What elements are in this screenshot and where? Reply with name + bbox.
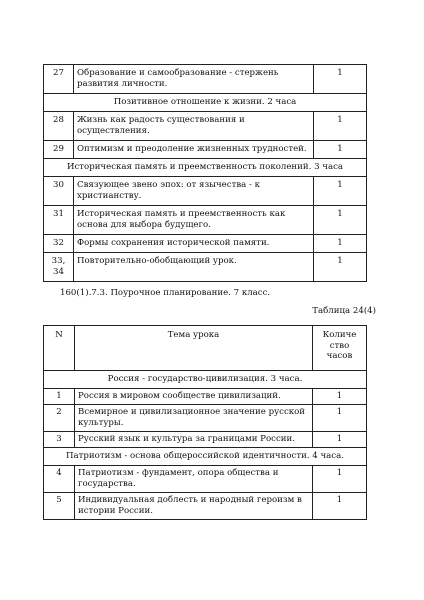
header-hours: Количе ство часов — [313, 326, 367, 371]
lesson-topic: Россия в мировом сообществе цивилизаций. — [75, 389, 313, 405]
lesson-hours: 1 — [313, 493, 367, 520]
lesson-topic: Образование и самообразование - стержень развития личности. — [74, 65, 314, 94]
section-caption: 160(1).7.3. Поурочное планирование. 7 класс. — [60, 288, 271, 298]
lesson-hours: 1 — [313, 432, 367, 448]
lesson-number: 4 — [44, 466, 75, 493]
lesson-topic: Связующее звено эпох: от язычества - к христианству. — [74, 177, 314, 206]
lesson-hours: 1 — [314, 141, 367, 159]
lesson-hours: 1 — [314, 206, 367, 235]
section-title: Россия - государство-цивилизация. 3 часа. — [44, 371, 367, 389]
table-row — [44, 141, 367, 159]
lesson-hours: 1 — [313, 466, 367, 493]
lesson-hours: 1 — [314, 65, 367, 94]
lesson-number: 2 — [44, 405, 75, 432]
table-number: Таблица 24(4) — [312, 306, 376, 316]
lesson-number: 31 — [44, 206, 74, 235]
lesson-topic: Формы сохранения исторической памяти. — [74, 235, 314, 253]
table-row — [44, 206, 367, 235]
header-num: N — [44, 326, 75, 371]
section-title: Позитивное отношение к жизни. 2 часа — [44, 94, 367, 112]
table-row — [44, 432, 367, 448]
lesson-number: 1 — [44, 389, 75, 405]
lesson-hours: 1 — [314, 235, 367, 253]
lesson-topic: Патриотизм - фундамент, опора общества и государства. — [75, 466, 313, 493]
lesson-number: 28 — [44, 112, 74, 141]
table-row — [44, 112, 367, 141]
lesson-hours: 1 — [313, 389, 367, 405]
table-row — [44, 405, 367, 432]
lesson-number: 5 — [44, 493, 75, 520]
section-row — [44, 448, 367, 466]
lesson-topic: Оптимизм и преодоление жизненных трудностей. — [74, 141, 314, 159]
section-title: Историческая память и преемственность поколений. 3 часа — [44, 159, 367, 177]
lesson-hours: 1 — [314, 253, 367, 282]
lesson-hours: 1 — [313, 405, 367, 432]
section-row — [44, 94, 367, 112]
lesson-table-continued — [43, 64, 367, 282]
table-row — [44, 235, 367, 253]
lesson-number: 30 — [44, 177, 74, 206]
lesson-topic: Жизнь как радость существования и осуществления. — [74, 112, 314, 141]
lesson-topic: Повторительно-обобщающий урок. — [74, 253, 314, 282]
lesson-topic: Всемирное и цивилизационное значение русской культуры. — [75, 405, 313, 432]
table-row — [44, 65, 367, 94]
lesson-number: 29 — [44, 141, 74, 159]
lesson-number: 32 — [44, 235, 74, 253]
lesson-hours: 1 — [314, 177, 367, 206]
section-row — [44, 159, 367, 177]
lesson-topic: Русский язык и культура за границами России. — [75, 432, 313, 448]
lesson-topic: Индивидуальная доблесть и народный героизм в истории России. — [75, 493, 313, 520]
table-row — [44, 493, 367, 520]
table-row — [44, 253, 367, 282]
table-row — [44, 389, 367, 405]
table-row — [44, 177, 367, 206]
lesson-number: 33, 34 — [44, 253, 74, 282]
header-topic: Тема урока — [75, 326, 313, 371]
table-header-row — [44, 326, 367, 371]
section-title: Патриотизм - основа общероссийской идентичности. 4 часа. — [44, 448, 367, 466]
lesson-number: 27 — [44, 65, 74, 94]
lesson-number: 3 — [44, 432, 75, 448]
lesson-plan-table — [43, 325, 367, 520]
lesson-hours: 1 — [314, 112, 367, 141]
table-row — [44, 466, 367, 493]
section-row — [44, 371, 367, 389]
lesson-topic: Историческая память и преемственность как основа для выбора будущего. — [74, 206, 314, 235]
